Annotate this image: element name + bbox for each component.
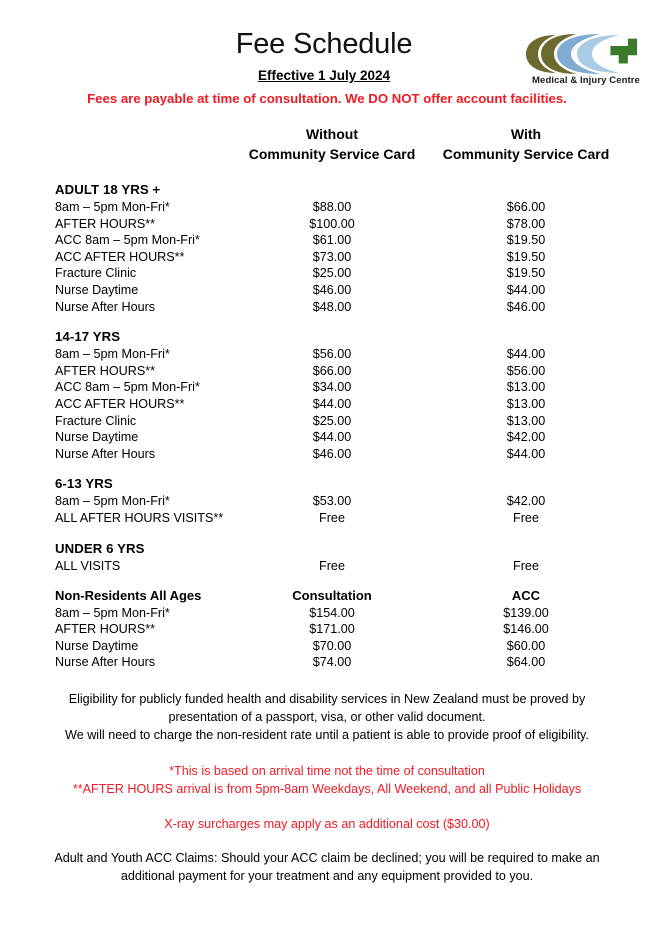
table-row [0, 199, 654, 216]
row-value-with-csc: $66.00 [506, 200, 546, 214]
row-label: ACC 8am – 5pm Mon-Fri* [55, 380, 200, 395]
column-header-with-csc-line1: With [510, 126, 542, 142]
table-column-headers [0, 124, 654, 168]
non-residents-header-row [0, 588, 654, 605]
spacer [0, 798, 654, 816]
row-value-with-csc: $13.00 [506, 413, 546, 428]
table-row [0, 232, 654, 249]
column-header-with-csc-line2: Community Service Card [442, 146, 610, 163]
table-row [0, 265, 654, 282]
row-label: Fracture Clinic [55, 266, 137, 281]
table-row [0, 346, 654, 363]
table-row [0, 216, 654, 233]
row-value-without-csc: $56.00 [312, 347, 352, 362]
row-value-without-csc: $88.00 [312, 200, 352, 214]
acc-claims-note-line1: Adult and Youth ACC Claims: Should your ACC claim be declined; you will be required to make an [54, 851, 600, 866]
row-label: Nurse After Hours [55, 655, 156, 670]
row-label: ALL AFTER HOURS VISITS** [55, 510, 224, 525]
table-row [0, 605, 654, 622]
row-value-without-csc: $73.00 [312, 249, 352, 264]
row-value-with-csc: $56.00 [506, 363, 546, 378]
table-row [0, 429, 654, 446]
logo-caption: Medical & Injury Centre [532, 75, 640, 86]
section-title: UNDER 6 YRS [55, 540, 145, 556]
row-value-with-csc: $78.00 [506, 216, 546, 231]
table-row [0, 379, 654, 396]
row-value-acc: $139.00 [503, 605, 549, 620]
row-value-without-csc: $34.00 [312, 380, 352, 395]
row-value-with-csc: $42.00 [506, 430, 546, 445]
acc-claims-note-line2: additional payment for your treatment and any equipment provided to you. [120, 869, 534, 884]
row-value-with-csc: $44.00 [506, 347, 546, 362]
row-value-with-csc: $19.50 [506, 249, 546, 264]
row-value-without-csc: $25.00 [312, 413, 352, 428]
logo [524, 32, 648, 92]
page-title: Fee Schedule [235, 28, 413, 60]
row-value-without-csc: $53.00 [312, 494, 352, 509]
section-title: 6-13 YRS [55, 476, 113, 492]
table-row [0, 654, 654, 671]
table-row [0, 493, 654, 510]
row-value-consultation: $70.00 [312, 638, 352, 653]
row-value-with-csc: Free [513, 558, 539, 573]
row-value-without-csc: $25.00 [312, 266, 352, 281]
row-value-with-csc: Free [513, 510, 539, 525]
fee-section-youth [0, 329, 654, 462]
section-title: Non-Residents All Ages [55, 588, 202, 604]
row-label: 8am – 5pm Mon-Fri* [55, 494, 170, 509]
row-value-acc: $60.00 [506, 638, 546, 653]
row-label: Nurse Daytime [55, 638, 139, 653]
acc-claims-note [0, 850, 654, 886]
asterisk-two-note: **AFTER HOURS arrival is from 5pm-8am Weekdays, All Weekend, and all Public Holidays [72, 781, 582, 796]
table-row [0, 510, 654, 527]
section-title: 14-17 YRS [55, 329, 121, 345]
row-label: AFTER HOURS** [55, 363, 156, 378]
row-value-with-csc: $44.00 [506, 446, 546, 461]
row-label: 8am – 5pm Mon-Fri* [55, 347, 170, 362]
row-value-without-csc: Free [319, 558, 345, 573]
row-value-with-csc: $19.50 [506, 266, 546, 281]
column-header-without-csc-line1: Without [306, 126, 358, 142]
section-title: ADULT 18 YRS + [55, 182, 161, 197]
row-value-without-csc: $44.00 [312, 396, 352, 411]
column-header-consultation: Consultation [292, 588, 372, 604]
row-value-with-csc: $46.00 [506, 299, 546, 314]
eligibility-note-line2: presentation of a passport, visa, or other valid document. [168, 709, 486, 724]
fee-section-non-residents [0, 588, 654, 671]
eligibility-note-line1: Eligibility for publicly funded health and disability services in New Zealand must be proved by [68, 692, 586, 707]
row-value-acc: $146.00 [503, 622, 549, 637]
row-value-consultation: $171.00 [309, 622, 355, 637]
row-value-consultation: $74.00 [312, 655, 352, 670]
row-label: ACC 8am – 5pm Mon-Fri* [55, 233, 200, 248]
row-value-with-csc: $44.00 [506, 282, 546, 297]
row-label: 8am – 5pm Mon-Fri* [55, 605, 170, 620]
column-header-without-csc-line2: Community Service Card [248, 146, 416, 163]
row-label: Nurse After Hours [55, 299, 156, 314]
medical-injury-centre-logo-icon [524, 32, 648, 76]
eligibility-note [0, 691, 654, 745]
row-label: ACC AFTER HOURS** [55, 249, 185, 264]
row-label: Nurse Daytime [55, 282, 139, 297]
row-value-acc: $64.00 [506, 655, 546, 670]
row-label: AFTER HOURS** [55, 622, 156, 637]
row-value-without-csc: $66.00 [312, 363, 352, 378]
row-value-with-csc: $13.00 [506, 380, 546, 395]
table-row [0, 299, 654, 316]
table-row [0, 558, 654, 575]
row-label: ALL VISITS [55, 558, 121, 573]
row-label: Nurse After Hours [55, 446, 156, 461]
row-label: AFTER HOURS** [55, 216, 156, 231]
footnotes [0, 691, 654, 886]
row-label: 8am – 5pm Mon-Fri* [55, 200, 170, 214]
column-header-without-csc [232, 124, 432, 165]
row-label: ACC AFTER HOURS** [55, 396, 185, 411]
fee-section-adult [0, 182, 654, 315]
table-row [0, 621, 654, 638]
row-value-without-csc: $48.00 [312, 299, 352, 314]
row-value-with-csc: $19.50 [506, 233, 546, 248]
table-row [0, 249, 654, 266]
row-value-without-csc: $44.00 [312, 430, 352, 445]
fee-section-under-six [0, 541, 654, 575]
table-row [0, 363, 654, 380]
xray-surcharge-note: X-ray surcharges may apply as an additional cost ($30.00) [164, 817, 490, 832]
fee-table [0, 182, 654, 671]
row-label: Nurse Daytime [55, 430, 139, 445]
row-value-with-csc: $42.00 [506, 494, 546, 509]
row-value-consultation: $154.00 [309, 605, 355, 620]
row-value-without-csc: $61.00 [312, 233, 352, 248]
column-header-with-csc [426, 124, 626, 165]
effective-date: Effective 1 July 2024 [257, 68, 391, 83]
row-value-without-csc: $100.00 [309, 216, 355, 231]
row-value-with-csc: $13.00 [506, 396, 546, 411]
spacer [0, 745, 654, 763]
payment-policy-note: Fees are payable at time of consultation. We DO NOT offer account facilities. [87, 91, 567, 106]
table-row [0, 638, 654, 655]
asterisk-one-note: *This is based on arrival time not the time of consultation [169, 763, 485, 778]
row-value-without-csc: $46.00 [312, 446, 352, 461]
table-row [0, 396, 654, 413]
asterisk-notes [0, 763, 654, 799]
column-header-acc: ACC [511, 588, 541, 604]
row-value-without-csc: $46.00 [312, 282, 352, 297]
table-row [0, 446, 654, 463]
spacer [0, 834, 654, 850]
row-value-without-csc: Free [319, 510, 345, 525]
eligibility-note-line3: We will need to charge the non-resident rate until a patient is able to provide proof of eligibility. [65, 727, 589, 742]
row-label: Fracture Clinic [55, 413, 137, 428]
table-row [0, 282, 654, 299]
table-row [0, 413, 654, 430]
fee-section-child [0, 476, 654, 526]
